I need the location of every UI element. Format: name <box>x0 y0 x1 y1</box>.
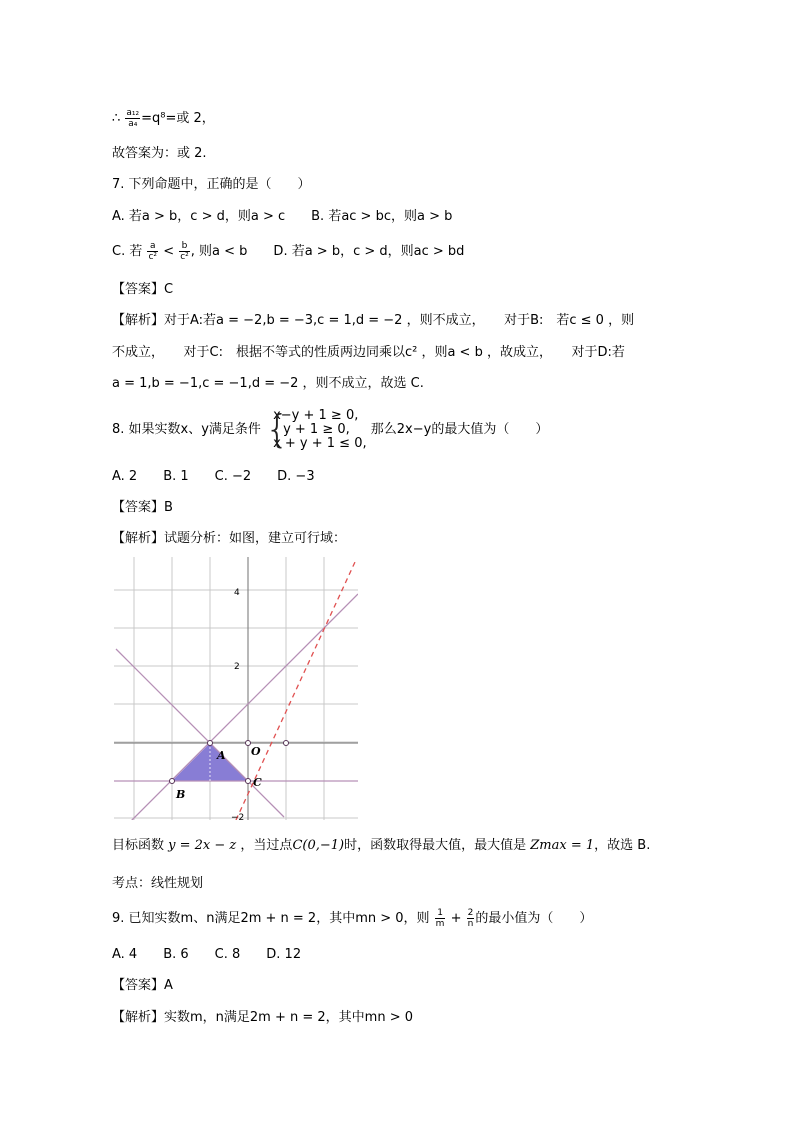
constraint-system <box>265 406 367 451</box>
answer-9: 【答案】A <box>112 978 173 993</box>
point-B <box>170 779 175 784</box>
objective-suffix: ，故选 B. <box>594 838 651 853</box>
option-c-fraction-2 <box>179 241 190 262</box>
tick-label-4: 4 <box>234 588 240 598</box>
knowledge-point: 考点：线性规划 <box>112 876 204 891</box>
line-x-plus-y-plus-1 <box>116 649 284 817</box>
ratio-result: =q⁸=或 2， <box>141 111 215 126</box>
question-7-options-cd <box>112 241 464 262</box>
tick-label-2: 2 <box>234 662 240 672</box>
fraction-denominator: c² <box>180 252 189 262</box>
question-7-options-ab: A. 若a > b，c > d，则a > c B. 若ac > bc，则a > b <box>112 209 453 224</box>
point-c-coord: C(0,−1) <box>292 838 345 853</box>
objective-prefix: 目标函数 <box>112 838 165 853</box>
fraction-numerator: a₁₂ <box>126 108 140 118</box>
option-c-fraction-1 <box>147 241 158 262</box>
question-9-suffix: 的最小值为（ ） <box>475 911 593 926</box>
fraction-numerator: 1 <box>435 908 446 919</box>
answer-8: 【答案】B <box>112 500 173 515</box>
q9-fraction-1 <box>435 908 446 929</box>
less-than-symbol: < <box>163 244 175 259</box>
constraint-3: x + y + 1 ≤ 0, <box>273 435 367 451</box>
label-B: B <box>176 788 186 801</box>
objective-mid-2: 时，函数取得最大值，最大值是 <box>344 838 527 853</box>
ratio-fraction <box>125 108 140 129</box>
therefore-symbol: ∴ <box>112 111 121 126</box>
question-7: 7. 下列命题中，正确的是（ ） <box>112 177 311 192</box>
feasible-region-graph <box>114 557 358 820</box>
question-9-options: A. 4 B. 6 C. 8 D. 12 <box>112 947 302 962</box>
question-8-suffix: 那么2x−y的最大值为（ ） <box>370 422 549 437</box>
explanation-9: 【解析】实数m，n满足2m + n = 2，其中mn > 0 <box>112 1010 413 1025</box>
explanation-8: 【解析】试题分析：如图，建立可行域： <box>112 531 347 546</box>
objective-expression: y = 2x − z <box>168 838 237 853</box>
line-ratio <box>112 108 215 129</box>
answer-line: 故答案为：或 2. <box>112 146 207 161</box>
label-A: A <box>217 749 226 762</box>
objective-mid: ，当过点 <box>240 838 293 853</box>
point-O <box>246 741 251 746</box>
fraction-numerator: 2 <box>467 908 474 918</box>
question-8-prefix: 8. 如果实数x、y满足条件 <box>112 422 261 437</box>
fraction-denominator: c² <box>148 252 158 262</box>
question-8-options: A. 2 B. 1 C. −2 D. −3 <box>112 469 315 484</box>
explanation-7-line-3: a = 1,b = −1,c = −1,d = −2 ，则不成立，故选 C. <box>112 376 424 391</box>
explanation-7-line-1: 【解析】对于A:若a = −2,b = −3,c = 1,d = −2 ，则不成立， 对于B: 若c ≤ 0 ，则 <box>112 313 635 328</box>
point-C <box>246 779 251 784</box>
question-9 <box>112 908 592 929</box>
point-x1 <box>284 741 289 746</box>
z-max-value: Zmax = 1 <box>530 838 595 853</box>
option-c-d-text: , 则a < b D. 若a > b，c > d，则ac > bd <box>190 244 465 259</box>
label-O: O <box>251 745 261 758</box>
option-c-prefix: C. 若 <box>112 244 143 259</box>
label-C: C <box>253 776 262 789</box>
q9-fraction-2 <box>467 908 475 929</box>
plus-symbol: + <box>450 911 462 926</box>
point-A <box>208 741 213 746</box>
fraction-denominator: m <box>435 919 445 929</box>
fraction-numerator: b <box>179 241 190 252</box>
question-8 <box>112 408 548 452</box>
brace-symbol: { <box>265 406 290 451</box>
tick-label-neg2: −2 <box>231 813 245 820</box>
explanation-7-line-2: 不成立， 对于C: 根据不等式的性质两边同乘以c² ，则a < b ，故成立， 对于D:若 <box>112 345 625 360</box>
constraint-2: y + 1 ≥ 0, <box>283 421 350 437</box>
fraction-numerator: a <box>147 241 158 252</box>
constraint-1: x−y + 1 ≥ 0, <box>273 407 359 423</box>
objective-function-line <box>112 837 650 855</box>
question-9-prefix: 9. 已知实数m、n满足2m + n = 2，其中mn > 0，则 <box>112 911 430 926</box>
fraction-denominator: n <box>467 919 474 929</box>
answer-7: 【答案】C <box>112 282 174 297</box>
fraction-denominator: a₄ <box>128 119 138 129</box>
